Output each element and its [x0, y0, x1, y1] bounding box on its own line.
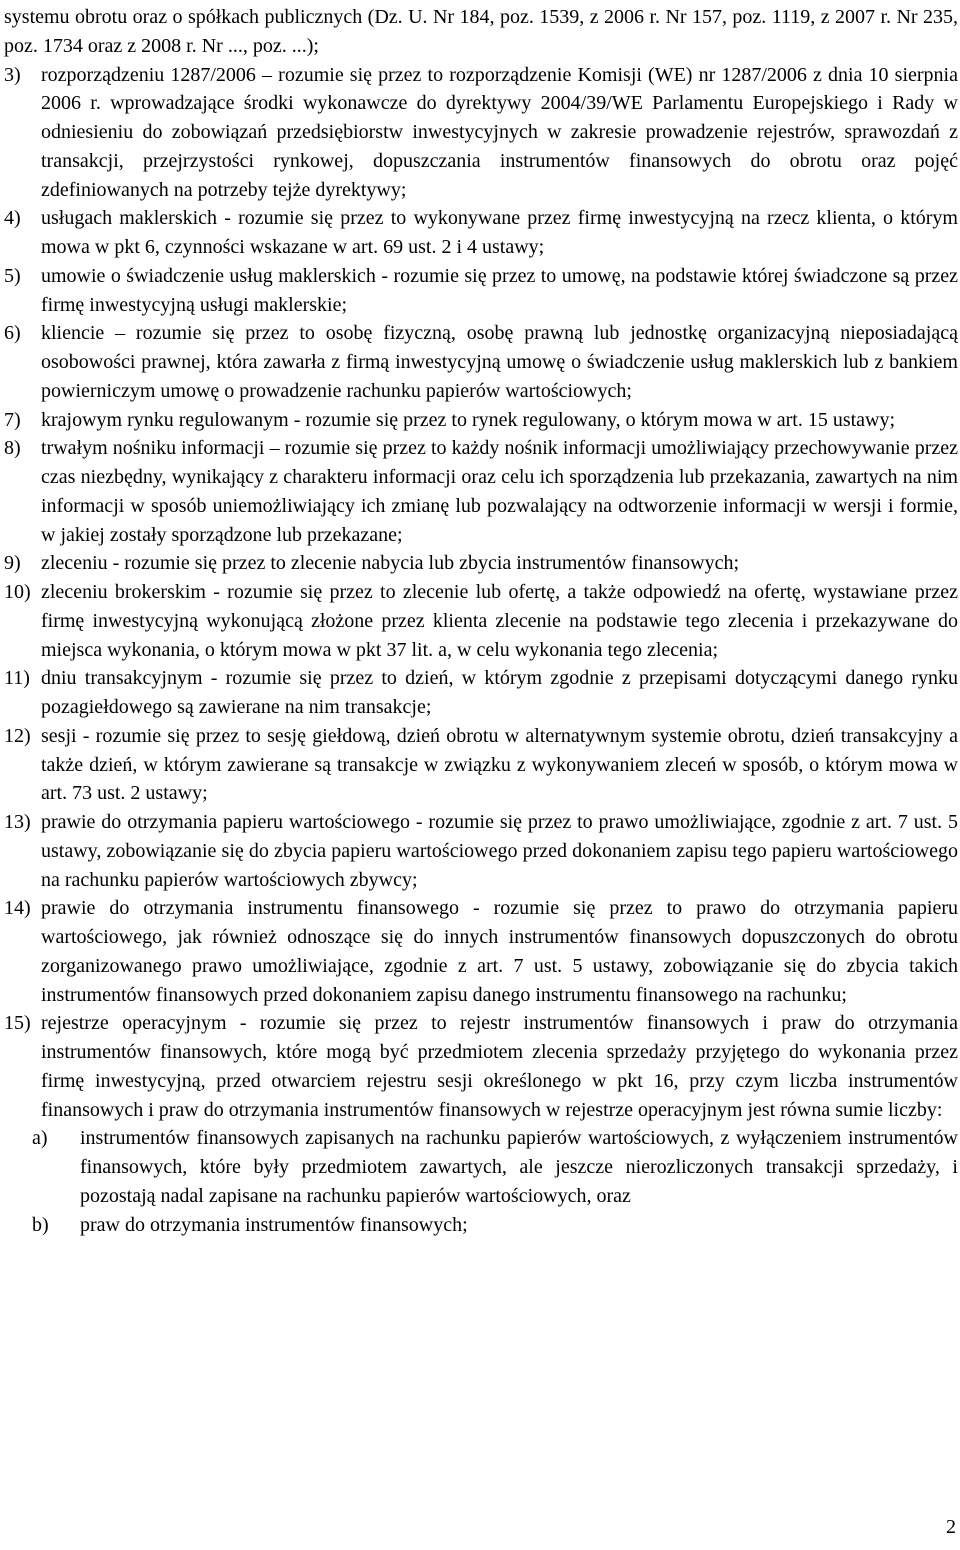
- sub-item-text: praw do otrzymania instrumentów finansowych;: [80, 1213, 468, 1236]
- item-body: [41, 664, 958, 722]
- item-body: [41, 894, 958, 1009]
- definition-item: [4, 664, 958, 722]
- item-text: umowie o świadczenie usług maklerskich - rozumie się przez to umowę, na podstawie której świadczone są przez firmę inwestycyjną usługi maklerskie;: [41, 264, 958, 316]
- sub-item: [4, 1211, 958, 1240]
- item-number: 8): [4, 437, 21, 460]
- item-text: zleceniu - rozumie się przez to zlecenie nabycia lub zbycia instrumentów finansowych;: [41, 552, 740, 575]
- item-number: 6): [4, 322, 21, 345]
- definition-item: [4, 319, 958, 405]
- item-number: 13): [4, 811, 31, 833]
- item-number: 12): [4, 724, 31, 747]
- definition-item: [4, 204, 958, 262]
- item-number: 14): [4, 897, 31, 920]
- item-text: rozporządzeniu 1287/2006 – rozumie się przez to rozporządzenie Komisji (WE) nr 1287/2006 z dnia 10 sierpnia 2006 r. wprowadzające środki wykonawcze do dyrektywy 2004/39/WE Parlamentu Europejskiego i Rady w odniesieniu do zobowiązań przedsiębiorstw inwestycyjnych w zakresie prowadzenie rejestrów, sprawozdań z transakcji, przejrzystości rynkowej, dopuszczania instrumentów finansowych do obrotu oraz pojęć zdefiniowanych na potrzeby tejże dyrektywy;: [41, 63, 958, 201]
- item-body: [41, 549, 958, 578]
- sub-item-label: a): [32, 1127, 48, 1150]
- definition-item: [4, 1009, 958, 1124]
- definitions-list: [4, 61, 958, 1240]
- item-number: 3): [4, 63, 21, 86]
- item-text: dniu transakcyjnym - rozumie się przez to dzień, w którym zgodnie z przepisami dotyczącymi danego rynku pozagiełdowego są zawierane na nim transakcje;: [41, 667, 958, 718]
- definition-item: [4, 434, 958, 549]
- item-body: [41, 434, 958, 549]
- item-text: zleceniu brokerskim - rozumie się przez to zlecenie lub ofertę, a także odpowiedź na ofertę, wystawiane przez firmę inwestycyjną wykonującą złożone przez klienta zlecenie na podstawie tego zlecenia i przekazywane do miejsca wykonania, o którym mowa w pkt 37 lit. a, w celu wykonania tego zlecenia;: [41, 581, 958, 661]
- definition-item: [4, 406, 958, 435]
- page-number: 2: [946, 1516, 956, 1538]
- sub-item: [4, 1124, 958, 1210]
- sub-item-text: instrumentów finansowych zapisanych na rachunku papierów wartościowych, z wyłączeniem instrumentów finansowych, które były przedmiotem zawartych, ale jeszcze nierozliczonych transakcji sprzedaży, i pozostają nadal zapisane na rachunku papierów wartościowych, oraz: [80, 1127, 958, 1207]
- definition-item: [4, 894, 958, 1009]
- item-number: 9): [4, 552, 21, 575]
- item-body: [41, 1009, 958, 1124]
- item-text: trwałym nośniku informacji – rozumie się przez to każdy nośnik informacji umożliwiający przechowywanie przez czas niezbędny, wynikający z charakteru informacji oraz celu ich sporządzenia lub przekazania, zawartych na nim informacji w sposób uniemożliwiający ich zmianę lub pozwalający na odtworzenie informacji w wersji i formie, w jakiej zostały sporządzone lub przekazane;: [41, 437, 958, 546]
- definition-item: [4, 262, 958, 320]
- document-text: [4, 3, 958, 1239]
- item-body: [41, 808, 958, 894]
- item-number: 10): [4, 581, 31, 603]
- item-text: usługach maklerskich - rozumie się przez to wykonywane przez firmę inwestycyjną na rzecz klienta, o którym mowa w pkt 6, czynności wskazane w art. 69 ust. 2 i 4 ustawy;: [41, 207, 958, 258]
- definition-item: [4, 808, 958, 894]
- item-number: 4): [4, 207, 21, 230]
- intro-paragraph: systemu obrotu oraz o spółkach publicznych (Dz. U. Nr 184, poz. 1539, z 2006 r. Nr 157, poz. 1119, z 2007 r. Nr 235, poz. 1734 oraz z 2008 r. Nr ..., poz. ...);: [4, 6, 958, 57]
- item-body: [41, 578, 958, 664]
- item-body: [41, 406, 958, 435]
- item-body: [41, 262, 958, 320]
- item-text: rejestrze operacyjnym - rozumie się przez to rejestr instrumentów finansowych i praw do otrzymania instrumentów finansowych, które mogą być przedmiotem zlecenia sprzedaży przyjętego do wykonania przez firmę inwestycyjną, przed otwarciem rejestru sesji określonego w pkt 16, przy czym liczba instrumentów finansowych i praw do otrzymania instrumentów finansowych w rejestrze operacyjnym jest równa sumie liczby:: [41, 1012, 958, 1121]
- definition-item: [4, 549, 958, 578]
- item-text: krajowym rynku regulowanym - rozumie się przez to rynek regulowany, o którym mowa w art. 15 ustawy;: [41, 408, 896, 431]
- item-text: prawie do otrzymania papieru wartościowego - rozumie się przez to prawo umożliwiające, zgodnie z art. 7 ust. 5 ustawy, zobowiązanie się do zbycia papieru wartościowego przed dokonaniem zapisu tego papieru wartościowego na rachunku papierów wartościowych zbywcy;: [41, 811, 958, 891]
- item-text: sesji - rozumie się przez to sesję giełdową, dzień obrotu w alternatywnym systemie obrotu, dzień transakcyjny a także dzień, w którym zawierane są transakcje w związku z wykonywaniem zleceń w sposób, o którym mowa w art. 73 ust. 2 ustawy;: [41, 724, 958, 805]
- item-text: kliencie – rozumie się przez to osobę fizyczną, osobę prawną lub jednostkę organizacyjną nieposiadającą osobowości prawnej, która zawarła z firmą inwestycyjną umowę o świadczenie usług maklerskich lub z bankiem powierniczym umowę o prowadzenie rachunku papierów wartościowych;: [41, 322, 958, 402]
- item-number: 5): [4, 264, 21, 287]
- item-body: [41, 61, 958, 205]
- item-number: 15): [4, 1012, 31, 1035]
- definition-item: [4, 61, 958, 205]
- item-number: 7): [4, 408, 21, 431]
- item-number: 11): [4, 667, 30, 690]
- item-text: prawie do otrzymania instrumentu finansowego - rozumie się przez to prawo do otrzymania papieru wartościowego, jak również odnoszące się do innych instrumentów finansowych dopuszczonych do obrotu zorganizowanego prawo umożliwiające, zgodnie z art. 7 ust. 5 ustawy, zobowiązanie się do zbycia takich instrumentów finansowych przed dokonaniem zapisu danego instrumentu finansowego na rachunku;: [41, 897, 958, 1006]
- definition-item: [4, 578, 958, 664]
- item-body: [41, 204, 958, 262]
- sub-item-label: b): [32, 1213, 49, 1236]
- definition-item: [4, 722, 958, 808]
- item-body: [41, 722, 958, 808]
- item-body: [41, 319, 958, 405]
